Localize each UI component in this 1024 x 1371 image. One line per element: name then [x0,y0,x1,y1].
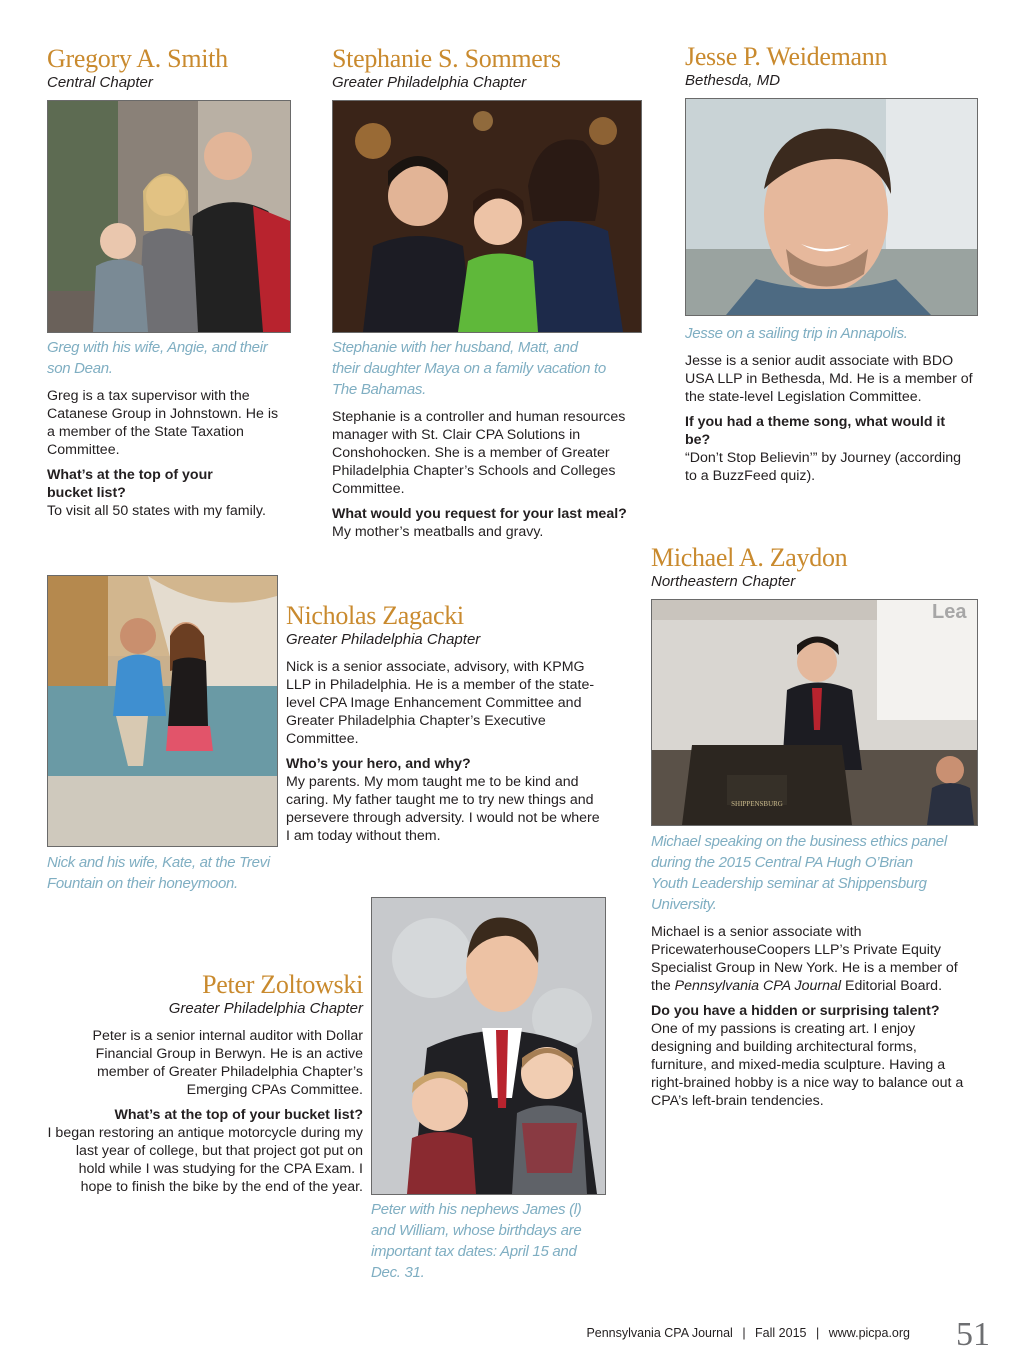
profile-name: Michael A. Zaydon [651,543,848,572]
page-number: 51 [956,1316,990,1353]
photo-caption: Michael speaking on the business ethics panel during the 2015 Central PA Hugh O’Brian Youth Leadership seminar at Shippensburg University. [651,833,947,913]
profile-answer: To visit all 50 states with my family. [47,503,266,519]
photo-caption: Stephanie with her husband, Matt, and their daughter Maya on a family vacation to The Bahamas. [332,339,606,398]
profile-name: Stephanie S. Sommers [332,44,561,73]
profile-name: Jesse P. Weidemann [685,42,888,71]
profile-answer: My parents. My mom taught me to be kind and caring. My father taught me to try new things and persevere through adversity. I would not be where I am today without them. [286,774,600,844]
profile-question: Who’s your hero, and why? [286,756,471,772]
profile-michael-zaydon-text [651,831,981,1110]
profile-bio: Jesse is a senior audit associate with BDO USA LLP in Bethesda, Md. He is a member of the state-level Legislation Committee. [685,353,973,405]
photo-caption: Greg with his wife, Angie, and their son Dean. [47,339,268,377]
footer-journal: Pennsylvania CPA Journal [586,1326,733,1340]
profile-peter-zoltowski [47,970,363,1196]
profile-stephanie-sommers-text [332,337,642,541]
profile-question: What’s at the top of your bucket list? [114,1107,363,1123]
photo-caption: Nick and his wife, Kate, at the Trevi Fountain on their honeymoon. [47,854,270,892]
photo-smith-family [47,100,291,333]
profile-chapter: Northeastern Chapter [651,573,796,590]
footer-separator: | [742,1326,746,1340]
photo-zoltowski-nephews [371,897,606,1195]
footer-site[interactable]: www.picpa.org [828,1326,910,1340]
footer-separator: | [815,1326,820,1340]
profile-bio-text-end: Editorial Board. [841,978,943,994]
profile-answer: I began restoring an antique motorcycle during my last year of college, but that project got put on hold while I was studying for the CPA Exam. I hope to finish the bike by the end of the year. [47,1125,363,1195]
profile-bio-text: Michael is a senior associate with PricewaterhouseCoopers LLP’s Private Equity Specialist Group in New York. He is a member of the [651,924,958,994]
profile-question: Do you have a hidden or surprising talent? [651,1003,940,1019]
profile-jesse-weidemann-text [685,323,980,485]
profile-bio: Nick is a senior associate, advisory, with KPMG LLP in Philadelphia. He is a member of the state-level CPA Image Enhancement Committee and Greater Philadelphia Chapter’s Executive Committee. [286,659,595,747]
profile-name: Gregory A. Smith [47,44,228,73]
journal-title: Pennsylvania CPA Journal [674,978,842,994]
page-footer [560,1318,1000,1358]
profile-peter-zoltowski-caption [371,1199,611,1291]
podium-text: SHIPPENSBURG [731,800,783,808]
profile-question: What’s at the top of your bucket list? [47,467,213,501]
profile-michael-zaydon [651,543,981,600]
profile-question: If you had a theme song, what would it be? [685,414,946,448]
photo-zagacki-trevi [47,575,278,847]
photo-caption: Peter with his nephews James (l) and William, whose birthdays are important tax dates: April 15 and Dec. 31. [371,1201,582,1281]
photo-sommers-family [332,100,642,333]
profile-bio: Stephanie is a controller and human resources manager with St. Clair CPA Solutions in Conshohocken. She is a member of Greater Philadelphia Chapter’s Schools and Colleges Committee. [332,409,626,497]
profile-answer: One of my passions is creating art. I enjoy designing and building architectural forms, furniture, and mixed-media sculpture. Having a right-brained hobby is a nice way to balance out a CPA’s left-brain tendencies. [651,1021,964,1109]
profile-question: What would you request for your last meal? [332,506,627,522]
profile-bio: Greg is a tax supervisor with the Catanese Group in Johnstown. He is a member of the State Taxation Committee. [47,388,279,458]
profile-name: Nicholas Zagacki [286,601,464,630]
profile-name: Peter Zoltowski [202,970,363,999]
profile-nicholas-zagacki-caption [47,852,287,902]
photo-sign-text: Lea [932,601,967,623]
profile-answer: “Don’t Stop Believin’” by Journey (according to a BuzzFeed quiz). [685,450,961,484]
photo-caption: Jesse on a sailing trip in Annapolis. [685,325,908,342]
profile-chapter: Central Chapter [47,74,153,91]
profile-chapter: Greater Philadelphia Chapter [332,74,527,91]
profile-gregory-smith-text [47,337,289,520]
profile-chapter: Greater Philadelphia Chapter [286,631,481,648]
footer-text [586,1326,910,1340]
profile-bio [651,923,971,995]
profile-gregory-smith [47,44,289,101]
profile-answer: My mother’s meatballs and gravy. [332,524,544,540]
profile-chapter: Greater Philadelphia Chapter [168,1000,363,1017]
photo-weidemann-sailing [685,98,978,316]
profile-bio: Peter is a senior internal auditor with Dollar Financial Group in Berwyn. He is an active member of Greater Philadelphia Chapter’s Emerging CPAs Committee. [92,1028,363,1098]
profile-nicholas-zagacki [286,601,606,845]
profile-stephanie-sommers [332,44,642,101]
photo-zaydon-speaking [651,599,978,826]
footer-issue: Fall 2015 [755,1326,807,1340]
profile-jesse-weidemann [685,42,980,99]
profile-chapter: Bethesda, MD [685,72,781,89]
